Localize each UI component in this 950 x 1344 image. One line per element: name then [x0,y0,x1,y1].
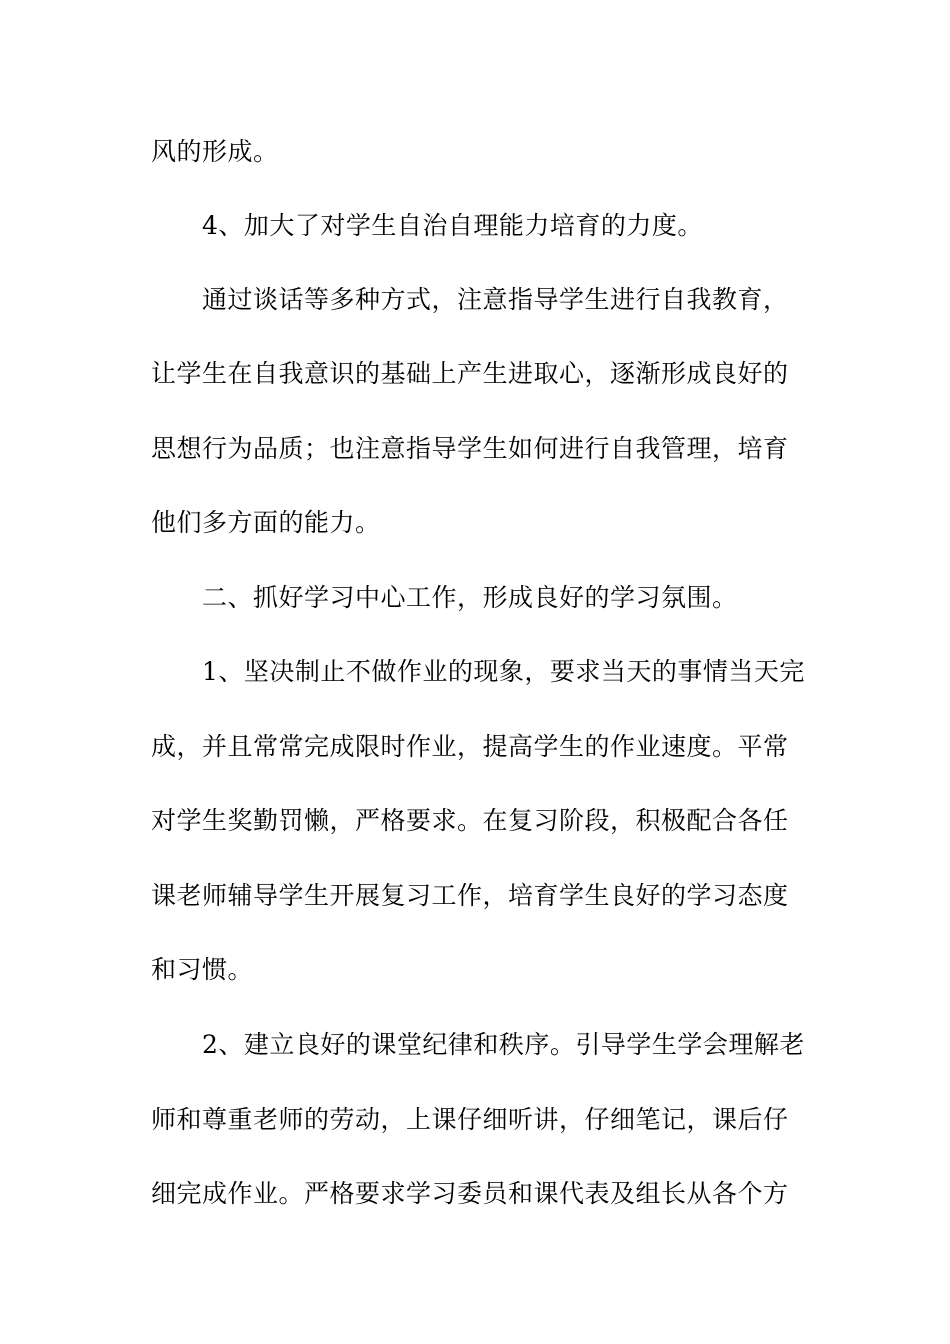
text-line: 思想行为品质；也注意指导学生如何进行自我管理，培育 [151,434,789,463]
text-line: 师和尊重老师的劳动，上课仔细听讲，仔细笔记，课后仔 [151,1105,789,1134]
text-line: 2、建立良好的课堂纪律和秩序。引导学生学会理解老 [202,1030,805,1059]
section-heading: 二、抓好学习中心工作，形成良好的学习氛围。 [202,583,738,612]
text-line: 成，并且常常完成限时作业，提高学生的作业速度。平常 [151,732,789,761]
text-line: 对学生奖勤罚懒，严格要求。在复习阶段，积极配合各任 [151,806,789,835]
text-line: 课老师辅导学生开展复习工作，培育学生良好的学习态度 [151,881,789,910]
text-line: 通过谈话等多种方式，注意指导学生进行自我教育， [202,285,789,314]
text-line: 他们多方面的能力。 [151,508,381,537]
text-line: 风的形成。 [151,137,279,166]
text-line: 和习惯。 [151,955,254,984]
text-line: 1、坚决制止不做作业的现象，要求当天的事情当天完 [202,657,805,686]
text-line: 让学生在自我意识的基础上产生进取心，逐渐形成良好的 [151,359,789,388]
text-line: 细完成作业。严格要求学习委员和课代表及组长从各个方 [151,1179,789,1208]
text-line: 4、加大了对学生自治自理能力培育的力度。 [202,211,703,240]
